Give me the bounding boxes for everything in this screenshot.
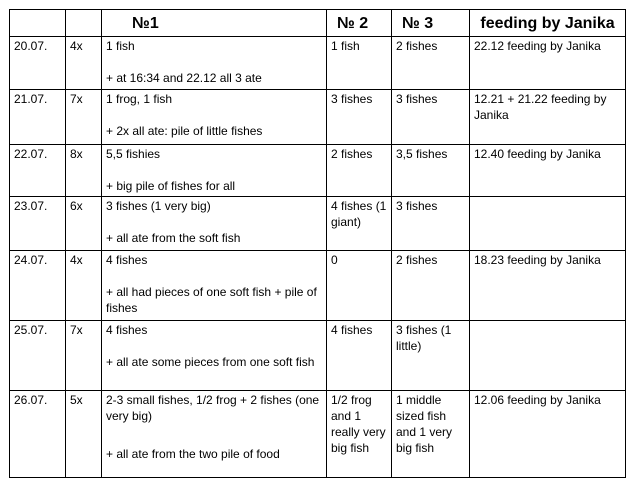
feeding-cell: 12.21 + 21.22 feeding by Janika <box>470 90 626 145</box>
date-cell: 23.07. <box>10 197 66 251</box>
table-row <box>10 90 626 145</box>
no3-cell: 3,5 fishes <box>392 145 470 197</box>
date-cell: 26.07. <box>10 391 66 478</box>
count-cell: 5x <box>66 391 102 478</box>
header-count <box>66 10 102 37</box>
count-cell: 4x <box>66 37 102 90</box>
count-cell: 7x <box>66 321 102 391</box>
date-cell: 20.07. <box>10 37 66 90</box>
table-row <box>10 145 626 197</box>
no2-cell: 4 fishes <box>327 321 392 391</box>
table-row <box>10 251 626 321</box>
no1-main-text: 4 fishes <box>106 253 148 267</box>
header-no3: № 3 <box>392 10 470 37</box>
no3-cell: 2 fishes <box>392 251 470 321</box>
feeding-log-table <box>9 9 626 478</box>
header-no1: №1 <box>102 10 327 37</box>
no2-cell: 0 <box>327 251 392 321</box>
no1-main-text: 3 fishes (1 very big) <box>106 199 211 213</box>
header-feeding: feeding by Janika <box>470 10 626 37</box>
feeding-cell: 18.23 feeding by Janika <box>470 251 626 321</box>
table-row <box>10 391 626 478</box>
no1-note-text: + all ate from the two pile of food <box>106 447 280 461</box>
no3-cell: 1 middle sized fish and 1 very big fish <box>392 391 470 478</box>
date-cell: 24.07. <box>10 251 66 321</box>
no1-note-text: + at 16:34 and 22.12 all 3 ate <box>106 71 262 85</box>
feeding-cell: 12.40 feeding by Janika <box>470 145 626 197</box>
table-row <box>10 37 626 90</box>
no2-cell: 4 fishes (1 giant) <box>327 197 392 251</box>
no1-cell <box>102 197 327 251</box>
feeding-cell <box>470 321 626 391</box>
header-row <box>10 10 626 37</box>
no1-cell <box>102 90 327 145</box>
no1-note-text: + all had pieces of one soft fish + pile of fishes <box>106 285 317 315</box>
no3-cell: 3 fishes <box>392 90 470 145</box>
feeding-cell <box>470 197 626 251</box>
no1-note-text: + 2x all ate: pile of little fishes <box>106 124 263 138</box>
header-no2: № 2 <box>327 10 392 37</box>
no3-cell: 2 fishes <box>392 37 470 90</box>
no1-cell <box>102 391 327 478</box>
no2-cell: 2 fishes <box>327 145 392 197</box>
no1-main-text: 5,5 fishies <box>106 147 161 161</box>
count-cell: 4x <box>66 251 102 321</box>
no3-cell: 3 fishes (1 little) <box>392 321 470 391</box>
header-date <box>10 10 66 37</box>
no1-main-text: 4 fishes <box>106 323 148 337</box>
no2-cell: 1 fish <box>327 37 392 90</box>
table-row <box>10 197 626 251</box>
feeding-cell: 22.12 feeding by Janika <box>470 37 626 90</box>
no1-main-text: 1 frog, 1 fish <box>106 92 173 106</box>
no1-cell <box>102 37 327 90</box>
no1-note-text: + all ate some pieces from one soft fish <box>106 355 315 369</box>
date-cell: 21.07. <box>10 90 66 145</box>
no1-cell <box>102 251 327 321</box>
date-cell: 25.07. <box>10 321 66 391</box>
no3-cell: 3 fishes <box>392 197 470 251</box>
date-cell: 22.07. <box>10 145 66 197</box>
count-cell: 8x <box>66 145 102 197</box>
no1-cell <box>102 145 327 197</box>
no1-main-text: 1 fish <box>106 39 135 53</box>
no1-note-text: + big pile of fishes for all <box>106 179 236 193</box>
no1-note-text: + all ate from the soft fish <box>106 231 241 245</box>
count-cell: 7x <box>66 90 102 145</box>
no2-cell: 1/2 frog and 1 really very big fish <box>327 391 392 478</box>
no1-cell <box>102 321 327 391</box>
no2-cell: 3 fishes <box>327 90 392 145</box>
feeding-cell: 12.06 feeding by Janika <box>470 391 626 478</box>
count-cell: 6x <box>66 197 102 251</box>
table-row <box>10 321 626 391</box>
no1-main-text: 2-3 small fishes, 1/2 frog + 2 fishes (one very big) <box>106 393 320 423</box>
